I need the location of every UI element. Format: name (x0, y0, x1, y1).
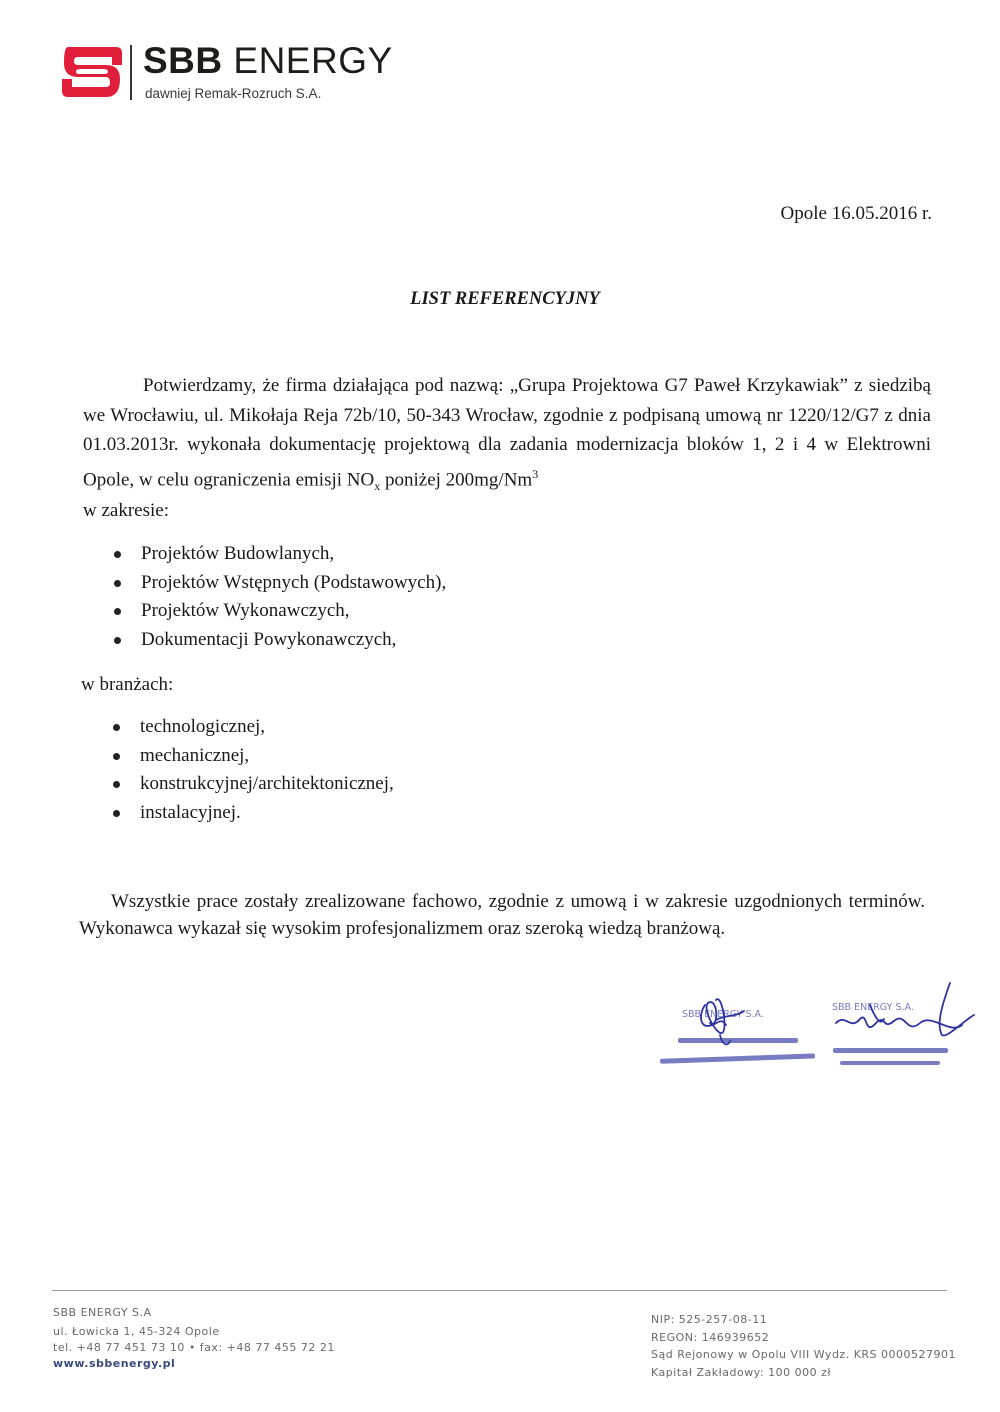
closing-text: Wszystkie prace zostały zrealizowane fachowo, zgodnie z umową i w zakresie uzgodnionych terminów. Wykonawca wykazał się wysokim profesjonalizmem oraz szeroką wiedzą branżową. (79, 891, 925, 939)
footer-court: Sąd Rejonowy w Opolu VIII Wydz. KRS 0000527901 (651, 1348, 957, 1361)
intro-text: Potwierdzamy, że firma działająca pod nazwą: „Grupa Projektowa G7 Paweł Krzykawiak” z siedzibą we Wrocławiu, ul. Mikołaja Reja 72b/10, 50-343 Wrocław, zgodnie z podpisaną umową nr 1220/12/G7 z dnia 01.03.2013r. wykonała dokumentację projektową dla zadania modernizacja bloków 1, 2 i 4 w Elektrowni Opole, w celu ograniczenia emisji NO (83, 375, 931, 490)
stamp-left-line1 (678, 1038, 798, 1043)
list-item (111, 540, 446, 569)
sbb-logo-icon (60, 43, 124, 101)
list-item-text: Projektów Wykonawczych, (141, 600, 350, 621)
footer-capital: Kapitał Zakładowy: 100 000 zł (651, 1365, 831, 1379)
footer-divider (52, 1290, 947, 1291)
scope-list (111, 540, 446, 654)
list-item (110, 742, 394, 771)
list-item (111, 569, 446, 598)
list-item-text: instalacyjnej. (140, 801, 241, 823)
list-item (110, 799, 394, 828)
bullet-icon (114, 551, 121, 558)
branches-label: w branżach: (81, 674, 174, 695)
footer-company: SBB ENERGY S.A (53, 1306, 152, 1319)
intro-paragraph (83, 371, 931, 501)
footer-contact: tel. +48 77 451 73 10 • fax: +48 77 455 72 21 (53, 1341, 335, 1354)
signature-left (701, 999, 744, 1044)
stamp-right-line1 (833, 1048, 948, 1053)
scope-label: w zakresie: (83, 500, 169, 521)
footer-regon: REGON: 146939652 (651, 1330, 770, 1344)
unit-superscript: 3 (532, 466, 539, 481)
footer-registry-block (651, 1311, 956, 1381)
nox-subscript: x (374, 478, 381, 493)
bullet-icon (113, 810, 120, 817)
stamp-right-company: SBB ENERGY S.A. (832, 1002, 914, 1013)
bullet-icon (113, 781, 120, 788)
bullet-icon (113, 724, 120, 731)
brand-subtitle: dawniej Remak-Rozruch S.A. (145, 86, 322, 101)
list-item-text: Dokumentacji Powykonawczych, (141, 628, 397, 650)
list-item-text: mechanicznej, (140, 744, 250, 766)
stamp-left-line2 (660, 1053, 815, 1063)
footer-address: ul. Łowicka 1, 45-324 Opole (53, 1325, 220, 1338)
letter-title: LIST REFERENCYJNY (410, 289, 600, 309)
list-item (111, 626, 446, 655)
footer-nip: NIP: 525-257-08-11 (651, 1313, 768, 1326)
list-item-text: Projektów Wstępnych (Podstawowych), (141, 571, 447, 593)
letter-date: Opole 16.05.2016 r. (780, 203, 932, 224)
closing-paragraph (79, 888, 925, 942)
logo-separator (130, 45, 132, 100)
bullet-icon (114, 637, 121, 644)
brand-sbb: SBB (143, 40, 223, 81)
stamp-left (660, 1009, 815, 1064)
bullet-icon (114, 580, 121, 587)
stamp-right-line2 (840, 1061, 940, 1065)
list-item-text: konstrukcyjnej/architektonicznej, (140, 773, 394, 794)
footer-company-block (53, 1303, 335, 1373)
footer-website-link[interactable]: www.sbbenergy.pl (53, 1357, 176, 1370)
list-item (110, 770, 394, 799)
branches-list (110, 713, 394, 827)
bullet-icon (114, 608, 121, 615)
intro-text-end: poniżej 200mg/Nm (380, 468, 533, 490)
brand-name (143, 40, 393, 82)
list-item (110, 713, 394, 742)
stamp-left-company: SBB ENERGY S.A. (682, 1009, 764, 1020)
stamps-signatures (650, 975, 990, 1090)
bullet-icon (113, 753, 120, 760)
list-item-text: Projektów Budowlanych, (141, 543, 335, 564)
stamp-right (832, 1002, 948, 1065)
list-item-text: technologicznej, (140, 716, 266, 737)
brand-energy: ENERGY (233, 40, 393, 81)
list-item (111, 597, 446, 626)
